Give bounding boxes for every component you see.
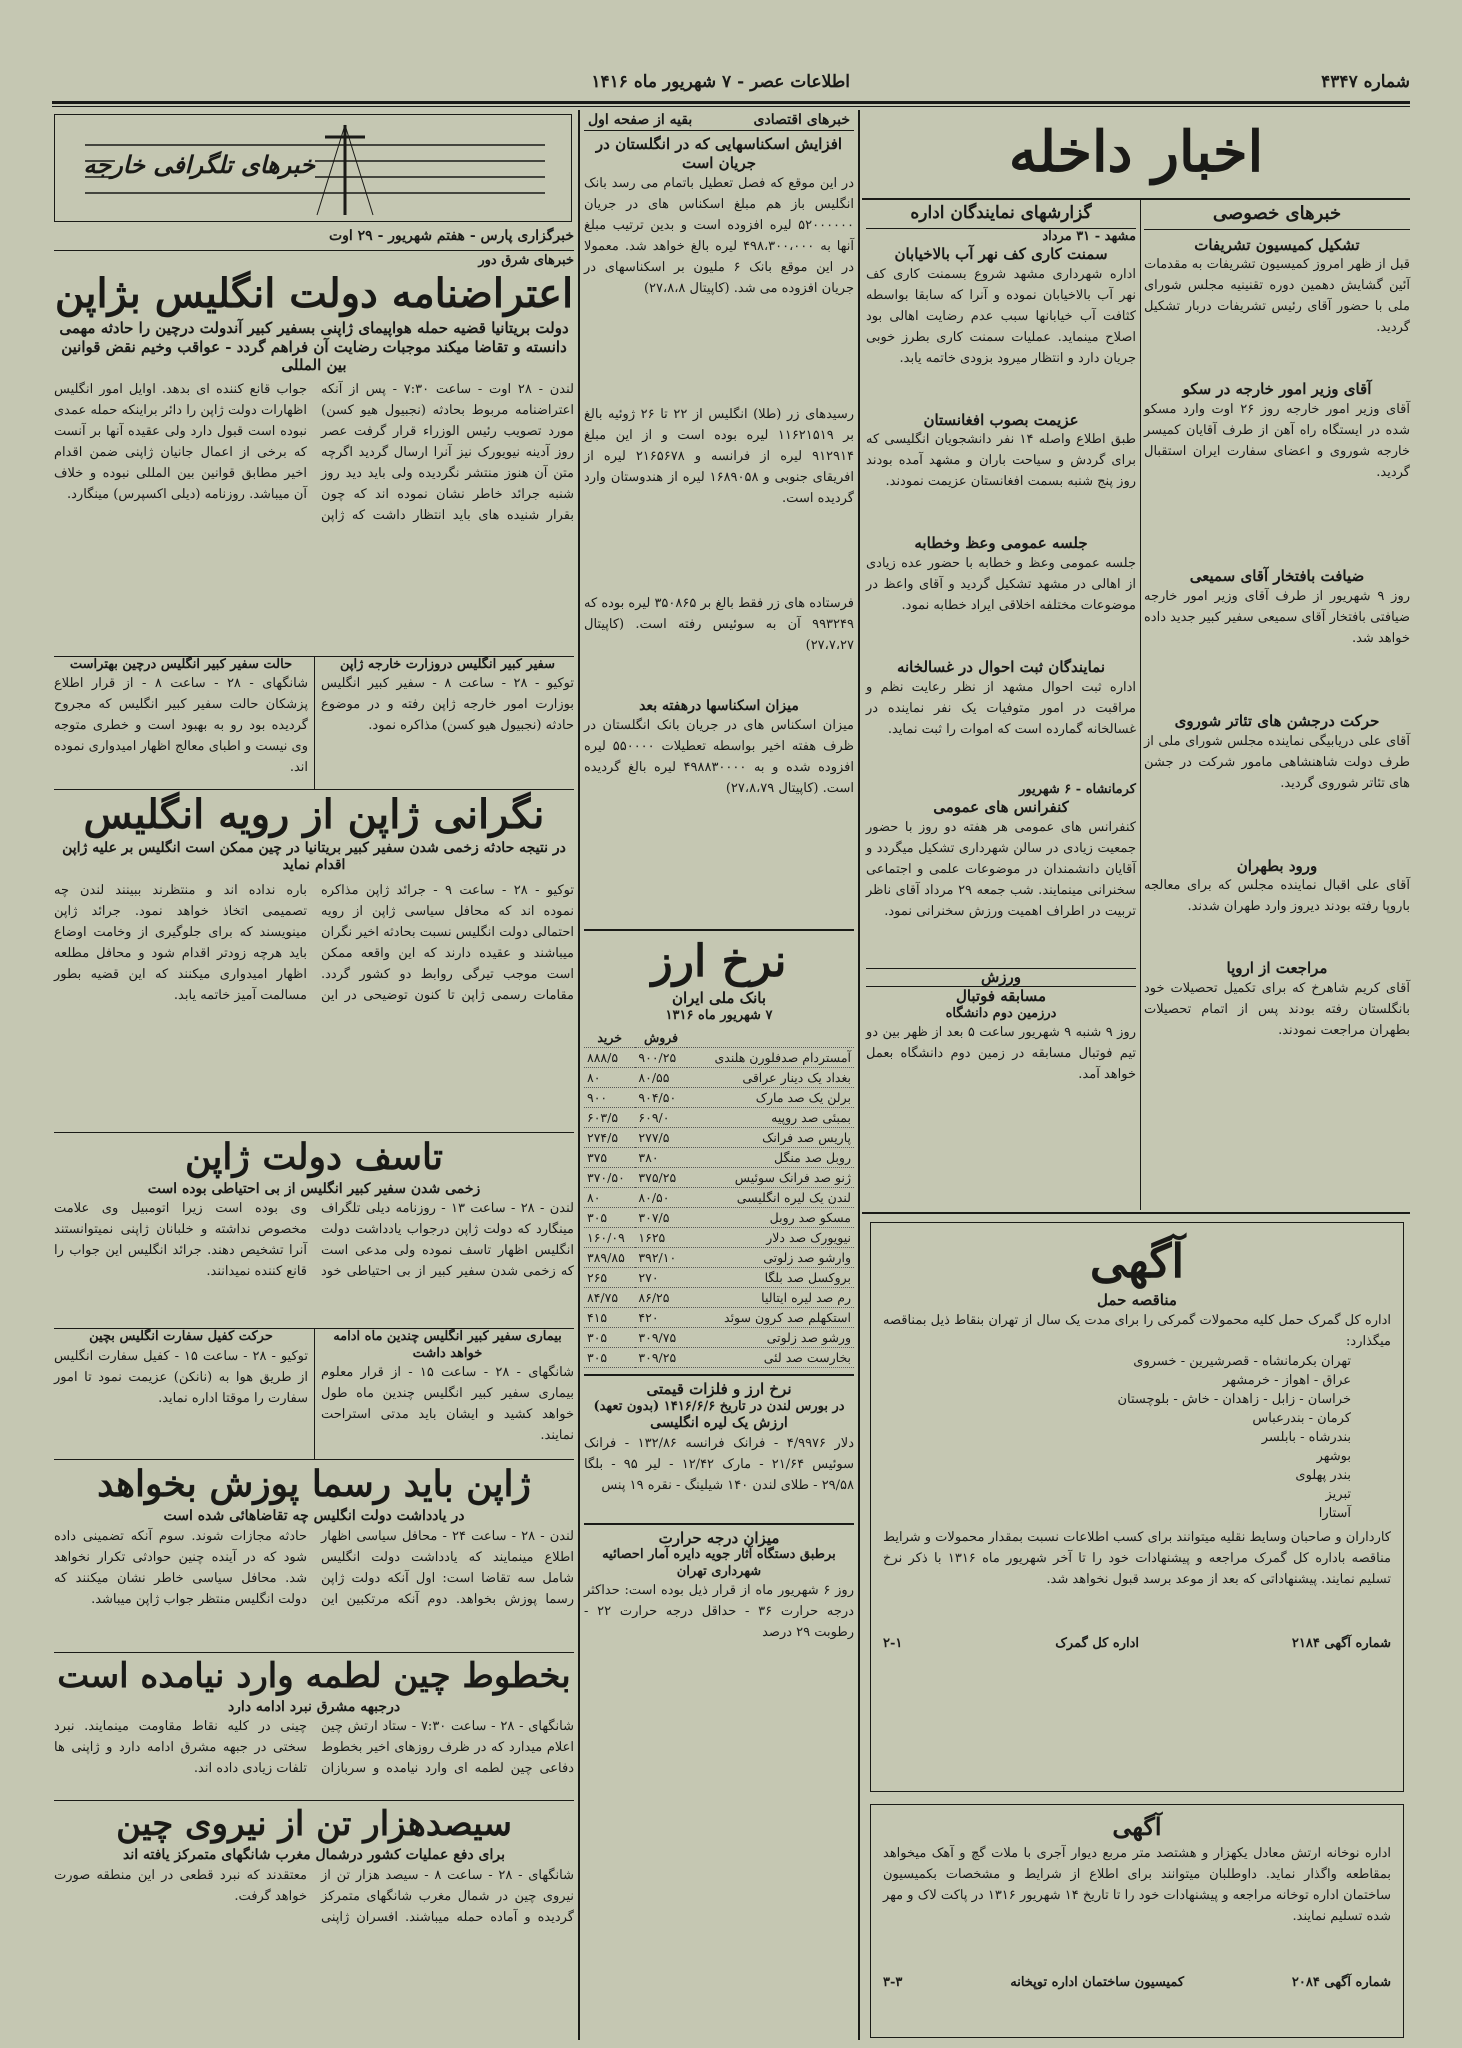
- rate-sell: ۹۰۴/۵۰: [635, 1088, 686, 1108]
- rates-bank: بانک ملی ایران: [671, 989, 767, 1007]
- rate-row: [584, 1248, 854, 1268]
- kermanshah-b: کنفرانس های عمومی هر هفته دو روز با حضور جمعیت زیادی در سالن شهرداری تشکیل میگردد و آقایان دانشمندان در موضوعات علمی و اجتماعی سخنرانی مینمایند. شب جمعه ۲۹ مرداد آقای ناظر تربیت در اطراف اهمیت ورزش سخنرانی نمود.: [866, 819, 1136, 919]
- ad1-body: اداره کل گمرک حمل کلیه محمولات گمرکی را برای مدت یک سال از تهران بنقاط ذیل بمناقصه میگذارد:: [883, 1312, 1391, 1349]
- rate-name: بمبئی صد روپیه: [687, 1108, 854, 1128]
- econ-body3: فرستاده های زر فقط بالغ بر ۳۵۰۸۶۵ لیره بوده که ۹۹۳۲۴۹ آن به سوئیس رفته است. (کاپیتال ۲۷،۷،۲۷): [584, 595, 854, 653]
- econ-title: افزایش اسکناسهایی که در انگلستان در جریان است: [595, 135, 843, 172]
- metals-box: [584, 1374, 854, 1517]
- rate-name: روبل صد منگل: [687, 1148, 854, 1168]
- metals-sub: در بورس لندن در تاریخ ۱۴۱۶/۶/۶ (بدون تعهد): [593, 1398, 845, 1414]
- rate-row: [584, 1288, 854, 1308]
- private-h1: تشکیل کمیسیون تشریفات: [1194, 235, 1360, 254]
- econ-body: در این موقع که فصل تعطیل باتمام می رسد بانک انگلیس باز هم مبلغ اسکناس های در جریان ۵۲۰۰۰۰۰۰ لیره افزوده است و بدین ترتیب مبلغ آنها به ۴۹۸،۳۰۰،۰۰۰ لیره بالغ خواهد شد. معمولا در این موقع بانک ۶ ملیون بر اسکناسهای در جریان افزوده می شد. (کاپیتال ۲۷،۸،۸): [584, 175, 854, 296]
- rate-sell: ۱۶۲۵: [635, 1228, 686, 1248]
- mashhad-dateline: مشهد - ۳۱ مرداد: [1042, 228, 1136, 244]
- private-h2: آقای وزیر امور خارجه در سکو: [1182, 380, 1372, 399]
- ad1-route: کرمان - بندرعباس: [1252, 1410, 1351, 1426]
- ad1-route: تبریز: [1325, 1486, 1351, 1502]
- rate-name: وارشو صد زلوتی: [687, 1248, 854, 1268]
- rate-row: [584, 1348, 854, 1368]
- metals-title: نرخ ارز و فلزات قیمتی: [646, 1380, 792, 1398]
- rate-row: [584, 1308, 854, 1328]
- rate-buy: ۲۷۴/۵: [584, 1128, 635, 1148]
- middle-column: [584, 110, 854, 2040]
- body-china-lines: شانگهای - ۲۸ - ساعت ۷:۳۰ - ستاد ارتش چین اعلام میدارد که در ظرف روزهای اخیر بخطوط دفاعی چین لطمه ای وارد نیامده و سربازان چینی در کلیه نقاط مقاومت مینمایند. نبرد سختی در جبهه مشرق ادامه دارد و ژاپنی ها تلفات زیادی داده اند.: [54, 1719, 575, 1777]
- private-news-title: خبرهای خصوصی: [1144, 204, 1410, 230]
- body-china-army: شانگهای - ۲۸ - ساعت ۸ - سیصد هزار تن از نیروی چین در شمال مغرب شانگهای متمرکز گردیده و آماده حمله میباشند. افسران ژاپنی معتقدند که نبرد قطعی در این منطقه صورت خواهد گرفت.: [54, 1867, 574, 1925]
- body-protest: لندن - ۲۸ اوت - ساعت ۷:۳۰ - پس از آنکه اعتراضنامه مربوط بحادثه (نجبیول هیو کسن) مورد تصویب رئیس الوزراء قرار گرفت عصر روز آدینه نیویورک نیز آنرا ارسال گردید اگرچه متن آن هنوز منتشر نگردیده ولی باید دید روز شنبه جرائد خاطر نشان نموده اند که چون بقرار شنیده های باید انتظار داشت که ژاپن جواب قانع کننده ای بدهد. اوایل امور انگلیس اظهارات دولت ژاپن را دائر براینکه حمله عمدی نبوده است قبول دارد ولی عقیده آنها بر آنست که برخی از اعمال جانیان ژاپنی ضمن اقدام اخیر مطابق قوانین بین المللی نبوده و خلاف آن میباشد. روزنامه (دیلی اکسپرس) مینگارد.: [54, 381, 574, 523]
- mashhad-b1: اداره شهرداری مشهد شروع بسمنت کاری کف نهر آب بالاخیابان نموده و آنرا که سابقا بواسطه کثافت آب خیابانها سبب عدم رضایت اهالی بود اصلاح مینماید. عملیات سمنت کاری بطرز خوبی جریان دارد و انتظار میرود بزودی خاتمه یابد.: [866, 266, 1136, 366]
- ad1-route: تهران بکرمانشاه - قصرشیرین - خسروی: [1133, 1353, 1351, 1369]
- rate-buy: ۳۷۰/۵۰: [584, 1168, 635, 1188]
- weather-body: روز ۶ شهریور ماه از قرار ذیل بوده است: حداکثر درجه حرارت ۳۶ - حداقل درجه حرارت ۲۲ - رطوبت ۲۹ درصد: [584, 1582, 854, 1640]
- headline-protest: اعتراضنامه دولت انگلیس بژاپن: [54, 269, 574, 317]
- ad1-route: بوشهر: [1316, 1448, 1351, 1464]
- mashhad-h4: نمایندگان ثبت احوال در غسالخانه: [896, 658, 1106, 677]
- column-rule: [858, 110, 860, 2040]
- rates-col-sell: فروش: [635, 1028, 686, 1048]
- sports-title: ورزش: [866, 968, 1136, 987]
- private-b1: قبل از ظهر امروز کمیسیون تشریفات به مقدمات آئین گشایش دهمین دوره تقنینیه مجلس شورای ملی با حضور آقای رئیس تشریفات دربار تشکیل گردید.: [1144, 257, 1410, 336]
- ad-customs: [870, 1222, 1404, 1792]
- rate-sell: ۶۰۹/۰: [635, 1108, 686, 1128]
- column-rule: [578, 110, 580, 2040]
- rate-buy: ۳۰۵: [584, 1328, 635, 1348]
- rate-name: ژنو صد فرانک سوئیس: [687, 1168, 854, 1188]
- rate-name: مسکو صد روبل: [687, 1208, 854, 1228]
- body-apology: لندن - ۲۸ - ساعت ۲۴ - محافل سیاسی اظهار اطلاع مینمایند که یادداشت دولت انگلیس شامل سه تقاضا است: اول آنکه دولت ژاپن رسما پوزش بخواهد. دوم آنکه مرتکبین این حادثه مجازات شوند. سوم آنکه تضمینی داده شود که در آینده چنین حوادثی تکرار نخواهد شد. محافل سیاسی خاطر نشان میکنند که دولت انگلیس منتظر جواب ژاپن میباشد.: [54, 1528, 574, 1607]
- rate-buy: ۹۰۰: [584, 1088, 635, 1108]
- rate-row: [584, 1108, 854, 1128]
- ad2-body: اداره نوخانه ارتش معادل یکهزار و هشتصد متر مربع دیوار آجری با ملات گچ و آهک میخواهد بمقاطعه واگذار نماید. داوطلبان میتوانند برای اطلاع از شرایط و مشخصات بکمیسیون ساختمان اداره توخانه مراجعه و پیشنهادات خود را تا تاریخ ۱۴ شهریور ۱۳۱۶ در پاکت لاک و مهر شده تسلیم نمایند.: [883, 1846, 1391, 1924]
- rate-row: [584, 1168, 854, 1188]
- rate-buy: ۳۰۵: [584, 1208, 635, 1228]
- kermanshah-dateline: کرمانشاه - ۶ شهریور: [1019, 781, 1136, 797]
- rates-title: نرخ ارز: [651, 936, 787, 987]
- private-b3: روز ۹ شهریور از طرف آقای وزیر امور خارجه ضیافتی بافتخار آقای سمیعی سفیر کبیر جدید داده خواهد شد.: [1144, 588, 1411, 646]
- rates-date: ۷ شهریور ماه ۱۳۱۶: [665, 1007, 773, 1023]
- mashhad-h3: جلسه عمومی وعظ وخطابه: [914, 534, 1088, 553]
- ad1-route: بندر پهلوی: [1295, 1467, 1351, 1483]
- issue-number: شماره ۴۳۴۷: [1321, 72, 1410, 92]
- rate-sell: ۳۹۲/۱۰: [635, 1248, 686, 1268]
- ad-artillery: [870, 1804, 1404, 2038]
- reports-title: گزارشهای نمایندگان اداره: [866, 204, 1136, 229]
- rate-sell: ۲۷۰: [635, 1268, 686, 1288]
- rate-sell: ۴۲۰: [635, 1308, 686, 1328]
- rate-sell: ۳۸۰: [635, 1148, 686, 1168]
- rate-row: [584, 1208, 854, 1228]
- ad2-sign: کمیسیون ساختمان اداره توپخانه: [1010, 1975, 1185, 1990]
- ad1-footer: [883, 1636, 1391, 1651]
- mashhad-b3: جلسه عمومی وعظ و خطابه با حضور عده زیادی از اهالی در مشهد تشکیل گردید و آقای واعظ در موضوعات مختلفه اخلاقی ایراد خطابه نمود.: [866, 556, 1136, 614]
- econ-body4: میزان اسکناس های در جریان بانک انگلستان در ظرف هفته اخیر بواسطه تعطیلات ۵۵۰۰۰۰ لیره افزوده شده و به ۴۹۸۸۳۰۰۰۰ لیره بالغ گردیده است. (کاپیتال ۲۷،۸،۷۹): [584, 718, 855, 796]
- rates-table: [584, 1028, 854, 1368]
- domestic-rule: [862, 198, 1410, 200]
- ad1-sign: اداره کل گمرک: [1055, 1635, 1139, 1651]
- subhead-china-lines: درجبهه مشرق نبرد ادامه دارد: [227, 1698, 401, 1715]
- rate-name: نیویورک صد دلار: [687, 1228, 854, 1248]
- domestic-section-title: اخبار داخله: [1008, 119, 1264, 185]
- foreign-banner-title: خبرهای تلگرافی خارجه: [83, 150, 315, 179]
- rate-sell: ۸۰/۵۰: [635, 1188, 686, 1208]
- subhead-apology: در یادداشت دولت انگلیس چه تقاضاهائی شده است: [163, 1508, 465, 1525]
- rate-buy: ۳۷۵: [584, 1148, 635, 1168]
- rate-buy: ۸۰: [584, 1068, 635, 1088]
- story-left-body: شانگهای - ۲۸ - ساعت ۸ - از قرار اطلاع پزشکان حالت سفیر کبیر انگلیس که مجروح گردیده بود رو به بهبود است و خطری متوجه وی نیست و اطبای معالج اظهار امیدواری نموده اند.: [54, 676, 308, 775]
- rate-row: [584, 1228, 854, 1248]
- subhead-china-army: برای دفع عملیات کشور درشمال مغرب شانگهای متمرکز یافته اند: [123, 1847, 505, 1864]
- econ-section-title: خبرهای اقتصادی: [753, 112, 850, 128]
- rate-buy: ۲۶۵: [584, 1268, 635, 1288]
- rate-row: [584, 1268, 854, 1288]
- sports-b: روز ۹ شنبه ۹ شهریور ساعت ۵ بعد از ظهر بین دو تیم فوتبال مسابقه در زمین دوم دانشگاه بعمل خواهد آمد.: [866, 1025, 1136, 1083]
- ad1-body2: کارداران و صاحبان وسایط نقلیه میتوانند برای کسب اطلاعات نسبت بمقدار محمولات و شرایط مناقصه باداره کل گمرک مراجعه و پیشنهادات خود را تا آخر شهریور ماه ۱۳۱۶ با ذکر نرخ تسلیم نمایند. پیشنهاداتی که بعد از موعد برسد قبول نخواهد شد.: [883, 1529, 1391, 1587]
- headline-china-army: سیصدهزار تن از نیروی چین: [54, 1800, 574, 1847]
- ad1-number: شماره آگهی ۲۱۸۴: [1291, 1635, 1391, 1651]
- masthead-rule: [52, 101, 1410, 104]
- kermanshah-h: کنفرانس های عمومی: [933, 798, 1069, 817]
- rates-col-buy: خرید: [584, 1028, 635, 1048]
- exchange-rates: [584, 929, 854, 1368]
- rate-sell: ۲۷۷/۵: [635, 1128, 686, 1148]
- ad1-code: ۲-۱: [883, 1635, 903, 1651]
- foreign-column: [54, 226, 574, 2038]
- agency-line: خبرگزاری پارس - هفتم شهریور - ۲۹ اوت: [54, 226, 574, 251]
- continued-from-front: بقیه از صفحه اول: [588, 112, 693, 128]
- econ-sub: میزان اسکناسها درهفته بعد: [639, 697, 799, 714]
- rate-buy: ۱۶۰/۰۹: [584, 1228, 635, 1248]
- private-b6: آقای کریم شاهرخ که برای تکمیل تحصیلات خود بانگلستان رفته بودند پس از اتمام تحصیلات بطهران مراجعت نمودند.: [1144, 981, 1410, 1039]
- ad1-route: بندرشاه - بابلسر: [1261, 1429, 1351, 1445]
- rate-row: [584, 1188, 854, 1208]
- rate-buy: ۳۰۵: [584, 1348, 635, 1368]
- two-stories-row-1: [54, 656, 574, 789]
- metals-body: دلار ۴/۹۹۷۶ - فرانک فرانسه ۱۳۲/۸۶ - فرانک سوئیس ۲۱/۶۴ - مارک ۱۲/۴۲ - لیر ۹۵ - بلگا ۲۹/۵۸ - طلای لندن ۱۴۰ شیلینگ - نقره ۱۹ پنس: [584, 1435, 854, 1493]
- story-ambassador-health: [54, 657, 314, 789]
- rate-name: بغداد یک دینار عراقی: [687, 1068, 854, 1088]
- private-h4: حرکت درجشن های تئاتر شوروی: [1174, 711, 1380, 730]
- rate-sell: ۳۰۹/۲۵: [635, 1348, 686, 1368]
- rate-buy: ۳۸۹/۸۵: [584, 1248, 635, 1268]
- story-charge-affaires: [54, 1329, 314, 1459]
- weather-box: [584, 1523, 854, 1643]
- rate-sell: ۹۰۰/۲۵: [635, 1048, 686, 1068]
- rate-row: [584, 1088, 854, 1108]
- story2-left-body: توکیو - ۲۸ - ساعت ۱۵ - کفیل سفارت انگلیس از طریق هوا به (نانکن) عزیمت نمود تا امور سفارت را موقتا اداره نماید.: [54, 1348, 308, 1406]
- ad1-routes: [883, 1352, 1391, 1527]
- ad1-route: عراق - اهواز - خرمشهر: [1223, 1372, 1351, 1388]
- headline-regret: تاسف دولت ژاپن: [54, 1132, 574, 1181]
- rate-name: بروکسل صد بلگا: [687, 1268, 854, 1288]
- private-b5: آقای علی اقبال نماینده مجلس که برای معالجه باروپا رفته بودند دیروز وارد طهران شدند.: [1144, 878, 1410, 915]
- provincial-reports: [866, 204, 1136, 1209]
- rate-name: استکهلم صد کرون سوئد: [687, 1308, 854, 1328]
- metals-heading: ارزش یک لیره انگلیسی: [650, 1415, 788, 1431]
- story2-right-title: بیماری سفیر کبیر انگلیس چندین ماه ادامه خواهد داشت: [333, 1329, 562, 1361]
- mashhad-h1: سمنت کاری کف نهر آب بالاخیابان: [894, 244, 1108, 263]
- private-news: [1144, 204, 1410, 1209]
- body-regret: لندن - ۲۸ - ساعت ۱۳ - روزنامه دیلی تلگراف مینگارد که دولت ژاپن درجواب یادداشت دولت انگلیس اظهار تاسف نموده ولی مدعی است که زخمی شدن سفیر کبیر از بی احتیاطی خود وی بوده است زیرا اتومبیل وی علامت مخصوص نداشته و خلبانان ژاپنی نمیتوانستند آنرا تشخیص دهند. جرائد انگلیس این جواب را قانع کننده نمیدانند.: [54, 1201, 574, 1280]
- private-h6: مراجعت از اروپا: [1226, 959, 1328, 978]
- rate-name: بخارست صد لئی: [687, 1348, 854, 1368]
- rate-name: پاریس صد فرانک: [687, 1128, 854, 1148]
- rate-row: [584, 1068, 854, 1088]
- rate-sell: ۸۶/۲۵: [635, 1288, 686, 1308]
- mashhad-b2: طبق اطلاع واصله ۱۴ نفر دانشجویان انگلیسی که برای گردش و سیاحت باران و مشهد آمده بودند روز پنج شنبه بسمت افغانستان عزیمت نمودند.: [866, 432, 1136, 490]
- rate-sell: ۳۰۹/۷۵: [635, 1328, 686, 1348]
- headline-china-lines: بخطوط چین لطمه وارد نیامده است: [54, 1652, 574, 1699]
- ad2-footer: [883, 1975, 1391, 1990]
- rate-sell: ۸۰/۵۵: [635, 1068, 686, 1088]
- rates-col-name: [687, 1028, 854, 1048]
- rate-sell: ۳۷۵/۲۵: [635, 1168, 686, 1188]
- story-right-body: توکیو - ۲۸ - ساعت ۸ - سفیر کبیر انگلیس بوزارت امور خارجه ژاپن رفته و در موضوع حادثه (نجبیول هیو کسن) مذاکره نمود.: [321, 676, 575, 733]
- two-stories-row-2: [54, 1328, 574, 1459]
- private-h3: ضیافت بافتخار آقای سمیعی: [1189, 567, 1365, 586]
- rate-name: رم صد لیره ایتالیا: [687, 1288, 854, 1308]
- domestic-header: [862, 112, 1410, 202]
- ad1-route: آستارا: [1318, 1505, 1351, 1521]
- rate-name: برلن یک صد مارک: [687, 1088, 854, 1108]
- middle-header: [584, 110, 854, 131]
- rate-buy: ۸۴/۷۵: [584, 1288, 635, 1308]
- rate-buy: ۸۰: [584, 1188, 635, 1208]
- rate-name: لندن یک لیره انگلیسی: [687, 1188, 854, 1208]
- rate-buy: ۸۸۸/۵: [584, 1048, 635, 1068]
- column-rule: [1140, 200, 1141, 1210]
- paper-date: اطلاعات عصر - ۷ شهریور ماه ۱۴۱۶: [591, 72, 850, 92]
- rates-rows: [584, 1048, 854, 1368]
- private-b4: آقای علی دریابیگی نماینده مجلس شورای ملی از طرف دولت شاهنشاهی مامور شرکت در جشن های تئاتر شوروی گردید.: [1144, 733, 1410, 791]
- ad2-code: ۳-۳: [883, 1975, 903, 1990]
- mashhad-b4: اداره ثبت احوال مشهد از نظر رعایت نظم و مراقبت در امور متوفیات یک نفر نماینده در غسالخانه گمارده است که اموات را ثبت نماید.: [866, 679, 1136, 737]
- private-b2: آقای وزیر امور خارجه روز ۲۶ اوت وارد مسکو شده در ایستگاه راه آهن از طرف آقایان کمیسر خارجه شوروی و اعضای سفارت ایران استقبال گردید.: [1144, 402, 1411, 481]
- story2-right-body: شانگهای - ۲۸ - ساعت ۱۵ - از قرار معلوم بیماری سفیر کبیر انگلیس چندین ماه طول خواهد کشید و ایشان باید مدتی استراحت نمایند.: [321, 1364, 574, 1443]
- story-right-title: سفیر کبیر انگلیس دروزارت خارجه ژاپن: [339, 656, 556, 672]
- story-illness: [314, 1329, 574, 1459]
- sports-sub: درزمین دوم دانشگاه: [945, 1005, 1057, 1021]
- sports-h: مسابقه فوتبال: [955, 987, 1047, 1006]
- ad2-number: شماره آگهی ۲۰۸۴: [1291, 1975, 1391, 1990]
- headline-concern: نگرانی ژاپن از رویه انگلیس: [54, 789, 574, 840]
- ad2-title: آگهی: [1112, 1812, 1162, 1841]
- rate-row: [584, 1148, 854, 1168]
- headline-apology: ژاپن باید رسما پوزش بخواهد: [54, 1459, 574, 1508]
- weather-sub: برطبق دستگاه آثار جویه دایره آمار احصائیه شهرداری تهران: [602, 1547, 836, 1579]
- rate-buy: ۶۰۳/۵: [584, 1108, 635, 1128]
- ad1-route: خراسان - زابل - زاهدان - خاش - بلوچستان: [1117, 1391, 1351, 1407]
- subhead-concern: در نتیجه حادثه زخمی شدن سفیر کبیر بریتانیا در چین ممکن است انگلیس بر علیه ژاپن اقدام نماید: [62, 839, 566, 874]
- masthead-rule-thin: [52, 106, 1410, 107]
- foreign-banner: [54, 114, 572, 222]
- rates-header-row: [584, 1028, 854, 1048]
- rate-row: [584, 1128, 854, 1148]
- story2-left-title: حرکت کفیل سفارت انگلیس بچین: [89, 1329, 273, 1345]
- subhead-regret: زخمی شدن سفیر کبیر انگلیس از بی احتیاطی بوده است: [147, 1180, 481, 1197]
- rate-row: [584, 1328, 854, 1348]
- ad1-title: آگهی: [1089, 1234, 1185, 1288]
- rate-name: ورشو صد زلوتی: [687, 1328, 854, 1348]
- weather-title: میزان درجه حرارت: [658, 1528, 780, 1547]
- rate-buy: ۴۱۵: [584, 1308, 635, 1328]
- ad1-sub: مناقصه حمل: [1097, 1291, 1177, 1309]
- rate-row: [584, 1048, 854, 1068]
- story-left-title: حالت سفیر کبیر انگلیس درچین بهتراست: [69, 656, 293, 672]
- ads-rule: [862, 1212, 1410, 1214]
- private-h5: ورود بطهران: [1236, 856, 1318, 875]
- econ-body2: رسیدهای زر (طلا) انگلیس از ۲۲ تا ۲۶ ژوئیه بالغ بر ۱۱۶۲۱۵۱۹ لیره بوده است و از این مبلغ ۹۱۲۹۱۴ لیره از فرانسه و ۲۱۶۵۶۷۸ لیره از افریقای جنوبی و ۱۶۸۹۰۵۸ لیره از هندوستان وارد گردیده است.: [584, 406, 854, 506]
- story-ambassador-at-ministry: [314, 657, 574, 789]
- subhead-protest: دولت بریتانیا قضیه حمله هواپیمای ژاپنی بسفیر کبیر آندولت درچین را حادثه مهمی دانسته و تقاضا میکند موجبات رضایت آن فراهم گردد - عواقب وخیم نقض قوانین بین المللی: [59, 318, 569, 375]
- far-east-kicker: خبرهای شرق دور: [478, 252, 574, 268]
- rate-name: آمستردام صدفلورن هلندی: [687, 1048, 854, 1068]
- body-concern: توکیو - ۲۸ - ساعت ۹ - جرائد ژاپن مذاکره نموده اند که محافل سیاسی ژاپن از رویه احتمالی دولت انگلیس نسبت بحادثه اخیر نگران میباشند و عقیده دارند که این واقعه ممکن است موجب تیرگی روابط دو کشور گردد. مقامات رسمی ژاپن تا کنون توضیحی در این باره نداده اند و منتظرند ببینند لندن چه تصمیمی اتخاذ خواهد نمود. جرائد ژاپن مینویسند که برای جلوگیری از وخامت اوضاع باید هرچه زودتر اقدام شود و محافل مطلعه اظهار امیدواری میکنند که این قضیه بطور مسالمت آمیز خاتمه یابد.: [54, 882, 574, 1003]
- rate-sell: ۳۰۷/۵: [635, 1208, 686, 1228]
- mashhad-h2: عزیمت بصوب افغانستان: [923, 410, 1079, 429]
